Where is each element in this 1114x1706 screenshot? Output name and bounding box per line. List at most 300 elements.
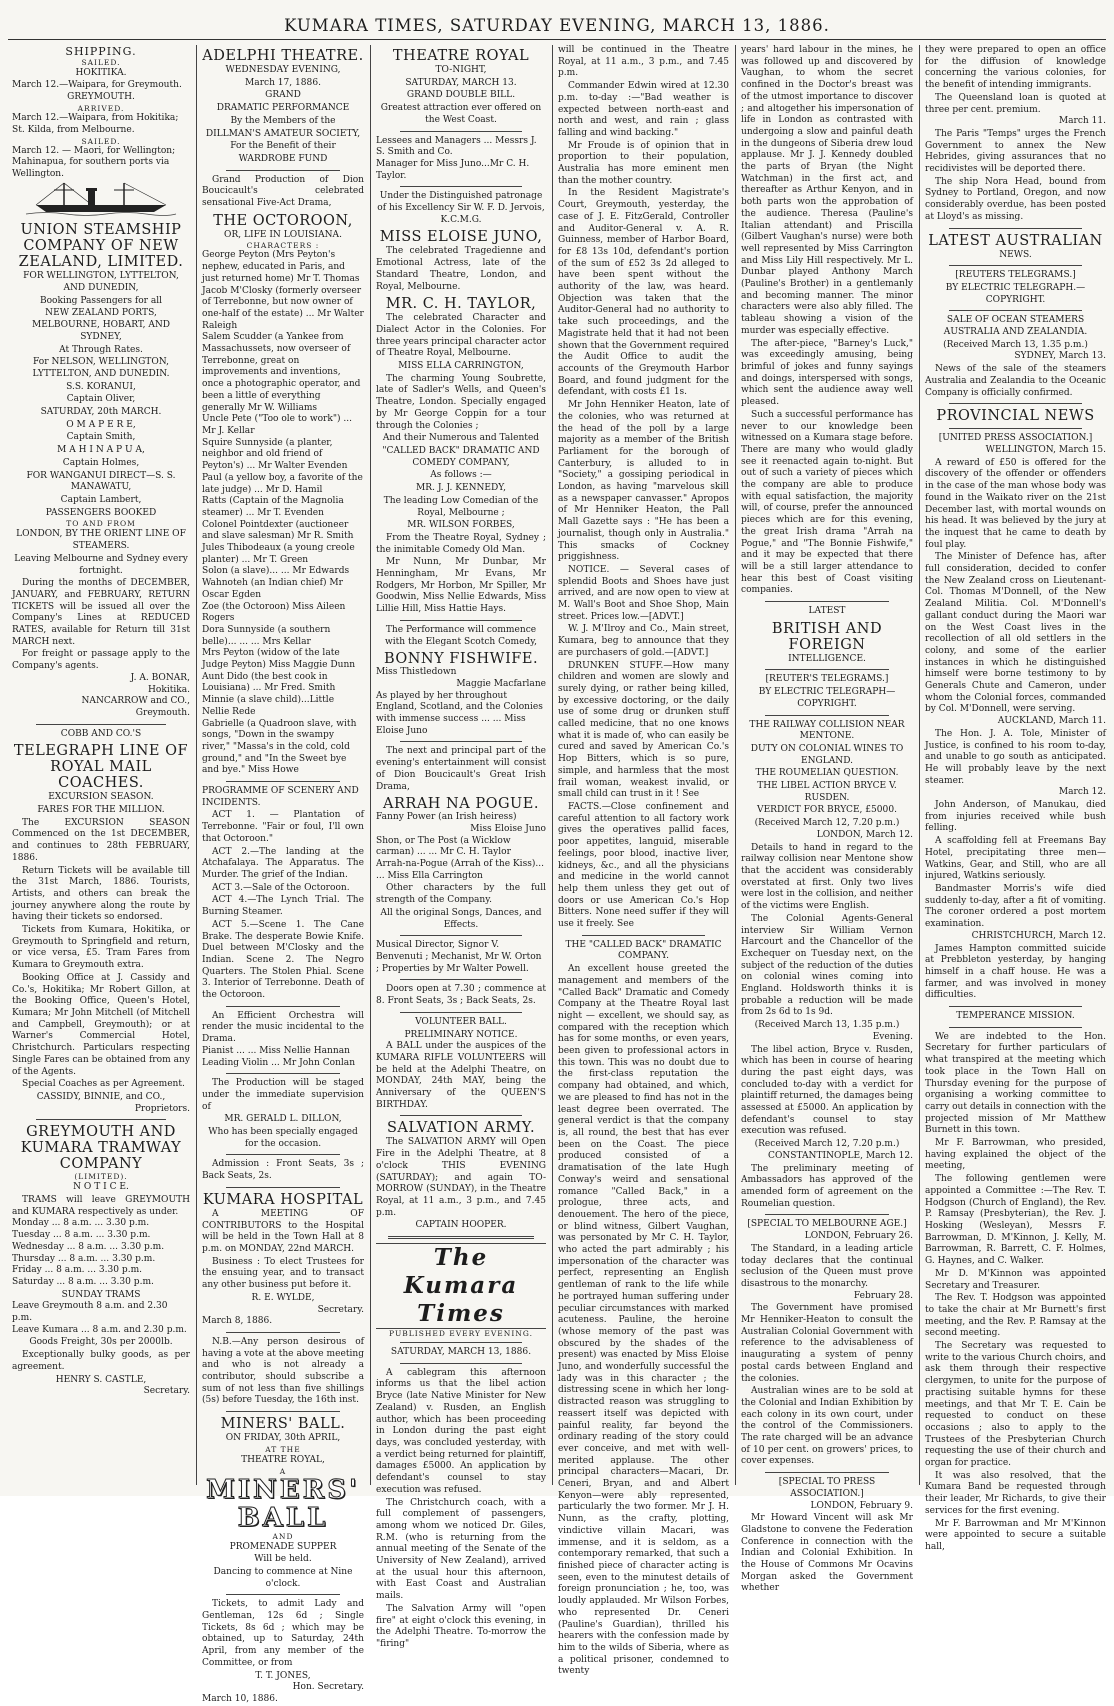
headline: LATEST AUSTRALIAN — [928, 232, 1103, 249]
centered-line: MR. GERALD L. DILLON, — [224, 1114, 342, 1125]
divider — [400, 1115, 522, 1116]
timetable-row: Tuesday ... 8 a.m. ... 3.30 p.m. — [12, 1230, 151, 1241]
text-line: Minnie (a slave child)...Little Nellie Rede — [202, 695, 335, 717]
paragraph: Business : To elect Trustees for the ensuing year, and to transact any other business put before it. — [202, 1256, 364, 1291]
paragraph: The ship Nora Head, bound from Sydney to Portland, Oregon, and now considerably overdue, has been posted at Lloyd's as missing. — [925, 176, 1106, 222]
centered-line: WEDNESDAY EVENING, — [225, 65, 341, 75]
divider — [949, 265, 1082, 266]
small-caps-label: A — [279, 1466, 287, 1476]
paragraph: Mr F. Barrowman and Mr M'Kinnon were appointed to secure a suitable hall, — [925, 1518, 1106, 1552]
small-caps-label: TO AND FROM — [66, 519, 136, 529]
text-line: Shon, or The Post (a Wicklow carman) ... ... Mr C. H. Taylor — [376, 835, 511, 858]
paragraph: Tickets from Kumara, Hokitika, or Greymouth to Springfield and return, or vice versa, £5. Tram Fares from Kumara to Greymouth extra. — [12, 925, 190, 971]
centered-line: CAPTAIN HOOPER. — [415, 1220, 507, 1231]
paragraph: Such a successful performance has never to our knowledge been witnessed on a Kumara stage before. There are many who would gladly see it reenacted again to-night. But out of such a variety of pieces which the company are able to produce with equal satisfaction, the majority will, of course, prefer the announced pieces which are for this evening, the great Irish drama "Arrah na Pogue," and "The Bonnie Fishwife," and it may be expected that there will be a still larger attendance to hear this best of Coast visiting companies. — [741, 409, 913, 596]
column-1 — [12, 45, 190, 1487]
centered-line: VOLUNTEER BALL. — [415, 1016, 507, 1027]
column-rule — [370, 45, 371, 1485]
paragraph: ACT 3.—Sale of the Octoroon. — [212, 882, 350, 893]
signature-line: March 11. — [1058, 116, 1106, 127]
signature-line: NANCARROW and CO., — [81, 696, 190, 707]
divider — [765, 1214, 889, 1215]
text-line: Arrah-na-Pogue (Arrah of the Kiss)... ... Miss Ella Carrington — [376, 859, 545, 881]
timetable-row: Friday ... 8 a.m. ... 3.30 p.m. — [12, 1265, 143, 1276]
text-line: Paul (a yellow boy, a favorite of the late judge) ... Mr D. Hamil — [202, 472, 363, 495]
centered-line: Captain Holmes, — [62, 457, 140, 468]
centered-line: THE RAILWAY COLLISION NEAR MENTONE. — [749, 719, 905, 742]
divider — [765, 601, 889, 602]
signature-line: AUCKLAND, March 11. — [997, 716, 1106, 727]
paragraph: The SALVATION ARMY will Open Fire in the Adelphi Theatre, at 8 o'clock THIS EVENING (SATURDAY); and again TO-MORROW (SUNDAY), in the Theatre Royal, at 11 a.m., 3 p.m., and 7.45 p.m. — [376, 1137, 546, 1218]
text-line: Zoe (the Octoroon) Miss Aileen Rogers — [202, 601, 346, 624]
divider — [400, 1363, 522, 1364]
centered-line: "CALLED BACK" DRAMATIC AND COMEDY COMPANY, — [382, 445, 540, 468]
centered-line: SALE OF OCEAN STEAMERS AUSTRALIA AND ZEALANDIA. — [943, 315, 1088, 338]
centered-line: FOR WELLINGTON, LYTTELTON, AND DUNEDIN, — [23, 271, 179, 294]
paragraph: DRUNKEN STUFF.—How many children and women are slowly and surely dying, or rather being killed, by excessive doctoring, or the daily use of some drug or drunken stuff called medicine, that no one knows what it is made of, who can easily be cured and saved by American Co.'s Hop Bitters, which is so pure, simple, and harmless that the most frail woman, weakest invalid, or small child can trust in it ! See — [558, 660, 729, 800]
centered-line: Dancing to commence at Nine o'clock. — [213, 1566, 353, 1589]
divider — [949, 1006, 1082, 1007]
paragraph: The Secretary was requested to write to the various Church choirs, and ask them through their respective clergymen, to unite for the purpose of practising suitable hymns for these meetings, and that Mr T. E. Cain be requested to conduct on these occasions ; also to apply to the Trustees of the Presbyterian Church requesting the use of their church and organ for practice. — [925, 1341, 1106, 1469]
divider — [765, 1472, 889, 1473]
small-caps-label: AT THE — [265, 1444, 301, 1454]
centered-line: NEWS. — [999, 249, 1032, 260]
centered-line: [UNITED PRESS ASSOCIATION.] — [938, 433, 1093, 444]
centered-line: THE LIBEL ACTION BRYCE V. RUSDEN. — [757, 781, 897, 803]
centered-line: PROMENADE SUPPER — [229, 1541, 337, 1552]
paragraph: Mr John Henniker Heaton, late of the colonies, who was returned at the head of the poll by a large majority as a member of the British Parliament for the borough of Canterbury, is alluded to in "Society," a gossiping periodical in London, as having "marvelous skill as a newspaper canvasser." Apropos of Mr Henniker Heaton, the Pall Mall Gazette says : "He has been a journalist, though only in Australia." This smacks of Cockney priggishness. — [558, 400, 729, 563]
paragraph: John Anderson, of Manukau, died from injuries received while bush felling. — [925, 800, 1106, 834]
centered-line: THEATRE ROYAL, — [241, 1454, 325, 1465]
text-line: Squire Sunnyside (a planter, neighbor and old friend of Peyton's) ... Mr Walter Evenden — [202, 437, 348, 472]
paragraph: The libel action, Bryce v. Rusden, which has been in course of hearing during the past eight days, was concluded to-day with a verdict for plaintiff returned, the damages being assessed at £5000. An application by defendant's counsel to stay execution was refused. — [741, 1044, 913, 1137]
centered-line: By the Members of the — [230, 115, 336, 126]
text-line: Colonel Pointdexter (auctioneer and slave salesman) Mr R. Smith — [202, 519, 354, 542]
divider — [400, 935, 522, 936]
headline: BRITISH AND FOREIGN — [771, 620, 883, 653]
small-caps-label: (LIMITED). — [74, 1172, 128, 1182]
centered-line: M A H I N A P U A, — [57, 445, 145, 456]
divider — [400, 131, 522, 132]
centered-line: TEMPERANCE MISSION. — [956, 1011, 1075, 1022]
headline: TELEGRAPH LINE OF ROYAL MAIL COACHES. — [13, 743, 189, 792]
text-line: Ratts (Captain of the Magnolia steamer) ... Mr T. Evenden — [202, 496, 344, 518]
centered-line: The Performance will commence with the Elegant Scotch Comedy, — [384, 624, 538, 647]
signature-line: J. A. BONAR, — [130, 672, 190, 683]
centered-line: LONDON, BY THE ORIENT LINE OF STEAMERS. — [16, 529, 186, 552]
divider — [226, 1411, 340, 1412]
paragraph: TRAMS will leave GREYMOUTH and KUMARA respectively as under. — [12, 1195, 190, 1217]
centered-line: As follows :— — [430, 470, 492, 481]
text-line: March 8, 1886. — [202, 1316, 273, 1327]
paragraph: NOTICE. — Several cases of splendid Boots and Shoes have just arrived, and are now open to view at M. Wall's Boot and Shoe Shop, Main street. Prices low.—[ADVT.] — [558, 564, 729, 622]
paragraph: During the months of DECEMBER, JANUARY, and FEBRUARY, RETURN TICKETS will be issued all over the Company's Lines at REDUCED RATES, available for Return till 31st MARCH next. — [12, 578, 190, 647]
paragraph: The after-piece, "Barney's Luck," was exceedingly amusing, being brimful of jokes and funny sayings and doings, interspersed with songs, which sent the audience away well pleased. — [741, 338, 913, 408]
centered-line: OR, LIFE IN LOUISIANA. — [224, 229, 342, 240]
signature-line: March 12. — [1058, 787, 1106, 798]
timetable-row: Monday ... 8 a.m. ... 3.30 p.m. — [12, 1218, 150, 1229]
signature-line: Secretary. — [143, 1386, 190, 1397]
divider — [226, 1332, 340, 1333]
text-line: Jules Thibodeaux (a young creole planter) ... Mr T. Green — [202, 543, 355, 565]
centered-line: (Received March 13, 1.35 p.m.) — [943, 339, 1088, 350]
headline: GREYMOUTH AND KUMARA TRAMWAY COMPANY — [20, 1124, 182, 1173]
masthead-rule — [8, 39, 1106, 40]
continued-paragraph: years' hard labour in the mines, he was followed up and discovered by Vaughan, to whom the secret confined in the Doctor's breast was of the utmost importance to discover ; and altogether his impersonation of life in London as contrasted with undergoing a slow and painful death in the dungeons of Siberia drew loud applause. Mr J. J. Kennedy doubled the parts of Bryan (the Night Watchman) in the first act, and thereafter as Arthur Kenyon, and in both parts won the approbation of the audience. Theresa (Pauline's Italian attendant) and Priscilla (Gilbert Vaughan's nurse) were both well represented by Miss Carrington and Miss Lily Hill respectively. Mr L. Dunbar played Anthony March (Pauline's Brother) in a gentlemanly and becoming manner. The minor characters were also ably filled. The tableau showing a vision of the murder was especially effective. — [741, 45, 913, 336]
text-line: Leave Greymouth 8 a.m. and 2.30 p.m. — [12, 1301, 168, 1324]
steamship-icon — [12, 181, 190, 220]
paragraph: The Production will be staged under the immediate supervision of — [202, 1078, 364, 1112]
text-line: Wahnoteh (an Indian chief) Mr Oscar Egden — [202, 578, 343, 600]
centered-line: O M A P E R E, — [66, 419, 136, 430]
signature-line: Evening. — [872, 1031, 913, 1042]
paragraph: The Hon. J. A. Tole, Minister of Justice, is confined to his room to-day, and unable to go south as anticipated. He will probably leave by the next steamer. — [925, 728, 1106, 786]
notice-paragraph: A BALL under the auspices of the KUMARA RIFLE VOLUNTEERS will be held at the Adelphi Theatre, on MONDAY, 24th MAY, being the Anniversary of the QUEEN'S BIRTHDAY. — [376, 1041, 546, 1110]
centered-line: SATURDAY, 20th MARCH. — [40, 407, 162, 418]
section-heading: SHIPPING. — [65, 45, 137, 58]
divider — [226, 1187, 340, 1188]
divider — [226, 1006, 340, 1007]
column-rule — [552, 45, 553, 1485]
small-caps-label: CHARACTERS : — [246, 241, 320, 251]
timetable-row: Saturday ... 8 a.m. ... 3.30 p.m. — [12, 1276, 154, 1287]
text-line: Manager for Miss Juno...Mr C. H. Taylor. — [376, 158, 530, 181]
signature-line: Greymouth. — [135, 707, 190, 718]
divider — [765, 715, 889, 716]
divider — [949, 310, 1082, 311]
paragraph: The Government have promised Mr Henniker-Heaton to consult the Australian Colonial Government with reference to the advisableness of inaugurating a system of penny postal cards between England and the colonies. — [741, 1303, 913, 1384]
paragraph: From the Theatre Royal, Sydney ; the inimitable Comedy Old Man. — [376, 532, 546, 555]
paragraph: Bandmaster Morris's wife died suddenly to-day, after a fit of vomiting. The coroner ordered a post mortem examination. — [925, 884, 1106, 930]
centered-line: Who has been specially engaged for the occasion. — [208, 1127, 358, 1149]
paragraph: ACT 5.—Scene 1. The Cane Brake. The desperate Bowie Knife. Duel between M'Closky and the Indian. Scene 2. The Negro Quarters. The Stolen Phial. Scene 3. Interior of Terrebonne. Death of the Octoroon. — [202, 919, 364, 1001]
centered-line: Captain Oliver, — [66, 394, 136, 405]
continued-paragraph: will be continued in the Theatre Royal, at 11 a.m., 3 p.m., and 7.45 p.m. — [558, 45, 729, 79]
paragraph: A MEETING OF CONTRIBUTORS to the Hospital will be held in the Town Hall at 8 p.m. on MONDAY, 22nd MARCH. — [202, 1208, 364, 1254]
small-caps-label: PUBLISHED EVERY EVENING. — [389, 1329, 533, 1339]
centered-line: DRAMATIC PERFORMANCE — [216, 103, 350, 114]
centered-line: PASSENGERS BOOKED — [45, 507, 157, 518]
divider — [400, 979, 522, 980]
paragraph: News of the sale of the steamers Australia and Zealandia to the Oceanic Company is officially confirmed. — [925, 364, 1106, 398]
headline: MISS ELOISE JUNO, — [379, 229, 543, 246]
divider — [388, 1236, 534, 1239]
centered-line: Captain Lambert, — [60, 494, 142, 505]
paragraph: The EXCURSION SEASON Commenced on the 1st DECEMBER, and continues to 28th FEBRUARY, 1886. — [12, 817, 190, 863]
centered-line: GRAND DOUBLE BILL. — [406, 90, 516, 101]
paragraph: Other characters by the full strength of the Company. — [376, 883, 546, 906]
text-line: Dora Sunnyside (a southern belle)... ... ... Mrs Kellar — [202, 624, 331, 647]
paragraph: The celebrated Character and Dialect Actor in the Colonies. For three years principal character actor of Theatre Royal, Melbourne. — [376, 313, 546, 359]
headline: ADELPHI THEATRE. — [202, 48, 364, 64]
text-line: George Peyton (Mrs Peyton's nephew, educated in Paris, and just returned home) Mr T. Thomas — [202, 250, 360, 284]
paragraph: The Rev. T. Hodgson was appointed to take the chair at Mr Burnett's first meeting, and the Rev. P. Ramsay at the second meeting. — [925, 1293, 1106, 1339]
column-2 — [202, 45, 364, 1704]
paragraph: Grand Production of Dion Boucicault's celebrated sensational Five-Act Drama, — [202, 174, 364, 209]
text-line: Lessees and Managers ... Messrs J. S. Smith and Co. — [376, 135, 537, 158]
centered-line: HENRY S. CASTLE, — [55, 1374, 147, 1385]
paragraph: Mr Froude is of opinion that in proportion to their population, Australia has more eminent men than the mother country. — [558, 140, 729, 186]
paragraph: Exceptionally bulky goods, as per agreement. — [12, 1350, 190, 1372]
centered-line: GRAND — [265, 90, 301, 101]
text-line: Aunt Dido (the best cook in Louisiana) ... Mr Fred. Smith — [202, 671, 336, 694]
centered-line: MR. WILSON FORBES, — [407, 520, 515, 531]
paragraph: The next and principal part of the evening's entertainment will consist of Dion Boucicault's Great Irish Drama, — [376, 746, 546, 792]
column-3 — [376, 45, 546, 1649]
headline: MINERS' BALL. — [220, 1416, 346, 1433]
centered-line: Leaving Melbourne and Sydney every fortnight. — [14, 553, 188, 576]
centered-line: Greatest attraction ever offered on the West Coast. — [380, 103, 542, 125]
text-line: Miss Thistledown — [376, 667, 457, 678]
headline: THE OCTOROON, — [213, 212, 353, 229]
signature-line: CHRISTCHURCH, March 12. — [971, 930, 1106, 941]
signature-line: Hokitika. — [148, 684, 190, 695]
paragraph: The celebrated Tragedienne and Emotional Actress, late of the Standard Theatre, London, and Royal, Melbourne. — [376, 246, 546, 292]
centered-line: R. E. WYLDE, — [251, 1292, 315, 1303]
centered-line: For NELSON, WELLINGTON, LYTTELTON, AND DUNEDIN. — [32, 357, 170, 379]
centered-line: BY ELECTRIC TELEGRAPH.—COPYRIGHT. — [945, 282, 1086, 305]
centered-line: Will be held. — [254, 1554, 312, 1565]
paragraph: Details to hand in regard to the railway collision near Mentone show that the accident was considerably overstated at first. Only two lives were lost in the collision, and neither of the victims were English. — [741, 842, 913, 912]
centered-line: WARDROBE FUND — [238, 153, 328, 164]
signature-line: WELLINGTON, March 15. — [985, 444, 1106, 455]
divider — [949, 403, 1082, 404]
divider — [765, 669, 889, 670]
centered-line: Under the Distinguished patronage of his Excellency Sir W. F. D. Jervois, K.C.M.G. — [377, 191, 545, 225]
paragraph: In the Resident Magistrate's Court, Greymouth, yesterday, the case of J. E. FitzGerald, Controller and Auditor-General v. A. R. Guinness, member of Harbor Board, for £8 13s 10d, defendant's portion of the sum of £52 3s 2d alleged to have been spent without the authority of the law, was heard. Objection was taken that the Auditor-General had no authority to take such proceedings, and the Magistrate held that it had not been shown that the Government required the Audit Office to audit the accounts of the Greymouth Harbor Board, and found judgment for the defendant, with costs £1 1s. — [558, 188, 729, 398]
text-line: Musical Director, Signor V. Benvenuti ; Mechanist, Mr W. Orton ; Properties by Mr Walter Powell. — [376, 940, 542, 974]
column-rule — [735, 45, 736, 1485]
divider — [226, 1594, 340, 1595]
paragraph: The preliminary meeting of Ambassadors has approved of the amended form of agreement on the Roumelian question. — [741, 1163, 913, 1209]
centered-line: Captain Smith, — [66, 432, 136, 443]
masthead: KUMARA TIMES, SATURDAY EVENING, MARCH 13, 1886. — [284, 16, 830, 35]
text-line: Mrs Peyton (widow of the late Judge Peyton) Miss Maggie Dunn — [202, 648, 356, 671]
paragraph: The Salvation Army will "open fire" at eight o'clock this evening, in the Adelphi Theatre. To-morrow the "firing" — [376, 1603, 546, 1649]
text-line: March 12.—Waipara, for Greymouth. — [12, 79, 182, 90]
column-rule — [919, 45, 920, 1485]
centered-line: At Through Rates. — [59, 344, 143, 355]
headline: THEATRE ROYAL — [392, 48, 530, 64]
paragraph: James Hampton committed suicide at Prebbleton yesterday, by hanging himself in a chaff house. He was a farmer, and was involved in money difficulties. — [925, 943, 1106, 1001]
headline: BONNY FISHWIFE. — [383, 651, 539, 668]
small-caps-label: SAILED. — [81, 136, 121, 146]
signature-line: LONDON, February 9. — [810, 1500, 913, 1511]
paragraph: For freight or passage apply to the Company's agents. — [12, 649, 190, 672]
divider — [400, 186, 522, 187]
signature-line: Miss Eloise Juno — [470, 823, 546, 834]
text-line: Gabrielle (a Quadroon slave, with songs, "Down in the swampy river," "Massa's in the cold, cold ground," and "In the Sweet bye and bye." Miss Howe — [202, 718, 357, 776]
centered-line: (Received March 13, 1.35 p.m.) — [754, 1020, 900, 1031]
centered-line: MR. J. J. KENNEDY, — [416, 483, 506, 494]
signature-line: SYDNEY, March 13. — [1014, 351, 1106, 362]
headline: ARRAH NA POGUE. — [383, 796, 539, 813]
centered-line: SUNDAY TRAMS — [61, 1289, 141, 1300]
paragraph: ACT 2.—The landing at the Atchafalaya. The Apparatus. The Murder. The grief of the Indian. — [202, 846, 364, 880]
centered-line: The leading Low Comedian of the Royal, Melbourne ; — [383, 495, 539, 518]
display-title: MINERS' BALL — [206, 1474, 360, 1533]
centered-line: TO-NIGHT, — [435, 65, 487, 75]
centered-line: GREYMOUTH. — [67, 92, 135, 103]
centered-line: And their Numerous and Talented — [382, 433, 540, 444]
paragraph: Mr D. M'Kinnon was appointed Secretary and Treasurer. — [925, 1268, 1106, 1291]
column-rule — [196, 45, 197, 1485]
centered-line: T. T. JONES, — [255, 1670, 311, 1681]
signature-line: LONDON, March 12. — [816, 829, 913, 840]
paragraph: Special Coaches as per Agreement. — [22, 1079, 185, 1090]
column-5 — [741, 45, 913, 1594]
divider — [400, 620, 522, 621]
centered-line: For the Benefit of their — [230, 141, 336, 152]
paragraph: A reward of £50 is offered for the discovery of the offender or offenders in the case of the man whose body was found in the Waikato river on the 21st December last, with mortal wounds on his head. It was believed by the jury at the inquest that he came to death by foul play. — [925, 457, 1106, 550]
paragraph: We are indebted to the Hon. Secretary for further particulars of what transpired at the meeting which took place in the Town Hall on Thursday evening for the purpose of organising a working committee to carry out details in connection with the projected mission of Mr Matthew Burnett in this town. — [925, 1031, 1107, 1136]
divider — [400, 741, 522, 742]
paragraph: A scaffolding fell at Freemans Bay Hotel, precipitating three men—Watkins, Gear, and Still, who are all injured, Watkins seriously. — [925, 836, 1106, 882]
text-line: Solon (a slave)... ... Mr Edwards — [202, 566, 350, 577]
continued-paragraph: they were prepared to open an office for the diffusion of knowledge concerning the various colonies, for the benefit of intending immigrants. — [925, 45, 1106, 91]
centered-line: EXCURSION SEASON. — [48, 792, 154, 803]
text-line: Salem Scudder (a Yankee from Massachussets, now overseer of Terrebonne, great on improvements and inventions, once a photographic operator, and been a little of everything generally Mr W. Williams — [202, 332, 361, 413]
paragraph: The Paris "Temps" urges the French Government to annex the New Hebrides, giving assurances that no recidivistes will be deported there. — [925, 128, 1106, 175]
paragraph: Commander Edwin wired at 12.30 p.m. to-day :—"Bad weather is expected between north-east and north and west, and rain ; glass falling and wind backing." — [558, 81, 729, 138]
divider — [400, 1012, 522, 1013]
timetable-row: Thursday ... 8 a.m. ... 3.30 p.m. — [12, 1253, 156, 1264]
headline: SALVATION ARMY. — [386, 1120, 536, 1137]
centered-line: HOKITIKA. — [75, 68, 127, 78]
text-line: Leading Violin ... Mr John Conlan — [202, 1057, 356, 1068]
paragraph: FACTS.—Close confinement and careful attention to all factory work gives the operatives pallid faces, poor appetites, languid, miserable feelings, poor blood, inactive liver, kidneys, &c., and all the physicians and medicine in the world cannot help them unless they get out of doors or use American Co.'s Hop Bitters. None need suffer if they will use it freely. See — [558, 802, 729, 930]
signature-line: Maggie Macfarlane — [456, 678, 546, 689]
signature-line: February 28. — [853, 1290, 913, 1301]
text-line: March 12. — Maori, for Wellington; Mahinapua, for southern ports via Wellington. — [12, 145, 176, 179]
divider — [226, 1154, 340, 1155]
paragraph: The Colonial Agents-General interview Sir William Vernon Harcourt and the Chancellor of the Exchequer on Tuesday next, on the subject of the reduction of the duties on colonial wines coming into England. Holdsworth thinks it is probable a reduction will be made from 2s 6d to 1s 9d. — [741, 913, 913, 1018]
small-caps-label: SAILED. — [81, 58, 121, 67]
paragraph: A cablegram this afternoon informs us that the libel action Bryce (late Native Minister for New Zealand) v. Rusden, an English author, which has been proceeding in London during the past eight days, was concluded yesterday, with a verdict being returned for plaintiff, damages £5000. An application by defendant's counsel to stay execution was refused. — [376, 1367, 546, 1495]
centered-line: DILLMAN'S AMATEUR SOCIETY, — [205, 128, 361, 139]
paragraph: N.B.—Any person desirous of having a vote at the above meeting and who is not already a contributor, should subscribe a sum of not less than five shillings (5s) before Tuesday, the 16th inst. — [202, 1336, 364, 1406]
small-caps-label: AND — [272, 1531, 294, 1541]
headline: MR. C. H. TAYLOR, — [385, 296, 537, 313]
text-line: As played by her throughout England, Scotland, and the Colonies with immense success ... ... Miss Eloise Juno — [376, 690, 543, 736]
centered-line: [REUTERS TELEGRAMS.] — [955, 270, 1076, 281]
divider — [36, 1119, 166, 1120]
centered-line: THE "CALLED BACK" DRAMATIC COMPANY. — [565, 939, 722, 962]
paragraph: W. J. M'Ilroy and Co., Main street, Kumara, beg to announce that they are purchasers of gold.—[ADVT.] — [558, 624, 729, 658]
paragraph: The following gentlemen were appointed a Committee :—The Rev. T. Hodgson (Church of England), the Rev. P. Ramsay (Presbyterian), the Rev. J. Hosking (Wesleyan), Messrs F. Barrowman, D. M'Kinnon, J. Kelly, M. Barrowman, R. Barrett, C. F. Holmes, G. Haynes, and C. Walker. — [925, 1174, 1106, 1267]
centered-line: SATURDAY, MARCH 13. — [405, 77, 517, 88]
headline: KUMARA HOSPITAL — [202, 1191, 364, 1208]
paragraph: Tickets, to admit Lady and Gentleman, 12s 6d ; Single Tickets, 8s 6d ; which may be obtained, up to Saturday, 24th April, from any member of the Committee, or from — [202, 1599, 364, 1668]
centered-line: All the original Songs, Dances, and Effects. — [380, 907, 542, 930]
text-line: March 10, 1886. — [202, 1693, 278, 1704]
divider — [949, 228, 1082, 229]
text-line: Uncle Pete ("Too ole to work") ... Mr J. Kellar — [202, 414, 353, 436]
text-line: Jacob M'Closky (formerly overseer of Terrebonne, but now owner of one-half of the estate) ... Mr Walter Raleigh — [202, 285, 364, 331]
divider — [226, 1073, 340, 1074]
divider — [949, 1027, 1082, 1028]
headline: UNION STEAMSHIP COMPANY OF NEW ZEALAND, LIMITED. — [18, 222, 184, 271]
divider — [226, 170, 340, 171]
paragraph: Return Tickets will be available till the 31st March, 1886. Tourists, Artists, and others can break the journey anywhere along the route by having their tickets so endorsed. — [12, 865, 190, 923]
text-line: Pianist ... ... Miss Nellie Hannan — [202, 1045, 350, 1056]
paragraph: Mr Howard Vincent will ask Mr Gladstone to convene the Federation Conference in connection with the Indian and Colonial Exhibition. In the House of Commons Mr Ocavins Morgan asked the Government whether — [741, 1513, 913, 1594]
centered-line: DUTY ON COLONIAL WINES TO ENGLAND. — [750, 743, 904, 766]
paragraph: It was also resolved, that the Kumara Band be requested through their leader, Mr Richards, to give their services for the first evening. — [925, 1470, 1106, 1516]
divider — [400, 1342, 522, 1343]
centered-line: COBB AND CO.'S — [60, 728, 142, 739]
signature-line: Secretary. — [317, 1304, 364, 1315]
column-6 — [925, 45, 1107, 1552]
text-line: March 12.—Waipara, from Hokitika; St. Kilda, from Melbourne. — [12, 113, 179, 135]
paragraph: Mr Nunn, Mr Dunbar, Mr Henningham, Mr Evans, Mr Rodgers, Mr Horbon, Mr Spiller, Mr Goodwin, Miss Nellie Edwards, Miss Lillie Hill, Miss Hattie Hays. — [376, 557, 546, 615]
centered-line: Booking Passengers for all — [39, 295, 163, 306]
paragraph: The Minister of Defence has, after full consideration, decided to confer the New Zealand cross on Lieutenant-Col. Thomas M'Donnell, of the New Zealand Militia. Col. M'Donnell's gallant conduct during the Maori war on the West Coast lives in the recollection of all old settlers in the colony, and some of the earlier instances in which he distinguished himself were borne testimony to by Generals Chute and Cameron, under whom the Colonial forces, commanded by Col. M'Donnell, were serving. — [925, 552, 1106, 715]
paragraph: The Christchurch coach, with a full complement of passengers, among whom we noticed Dr. Giles, R.M. (who is returning from the annual meeting of the Senate of the University of New Zealand), arrived at the usual hour this afternoon, with East Coast and Australian mails. — [376, 1497, 546, 1602]
centered-line: FARES FOR THE MILLION. — [37, 805, 165, 816]
text-line: Leave Kumara ... 8 a.m. and 2.30 p.m. — [12, 1324, 187, 1335]
signature-line: CONSTANTINOPLE, March 12. — [768, 1150, 913, 1161]
timetable-row: Wednesday ... 8 a.m. ... 3.30 p.m. — [12, 1241, 165, 1252]
divider — [582, 935, 705, 936]
paragraph: The charming Young Soubrette, late of Sadler's Wells, and Queen's Theatre, London. Specially engaged by Mr George Coppin for a tour through the Colonies ; — [376, 373, 546, 431]
divider — [949, 428, 1082, 429]
centered-line: NEW ZEALAND PORTS, MELBOURNE, HOBART, AND SYDNEY, — [31, 308, 171, 342]
centered-line: SATURDAY, MARCH 13, 1886. — [390, 1347, 532, 1358]
centered-line: LATEST — [808, 606, 846, 617]
paragraph: ACT 4.—The Lynch Trial. The Burning Steamer. — [202, 895, 364, 918]
signature-line: LONDON, February 26. — [804, 1231, 913, 1242]
paragraph: Mr F. Barrowman, who presided, having explained the object of the meeting, — [925, 1138, 1106, 1172]
centered-line: [SPECIAL TO MELBOURNE AGE.] — [747, 1219, 907, 1230]
paragraph: ACT 1. — Plantation of Terrebonne. "Fair or foul, I'll own that Octoroon." — [202, 810, 364, 844]
divider — [36, 724, 166, 725]
text-line: PROGRAMME OF SCENERY AND INCIDENTS. — [202, 786, 359, 808]
paragraph: An excellent house greeted the management and members of the "Called Back" Dramatic and Comedy Company at the Theatre Royal last night — excellent, we should say, as compared with the reception which has for some months, or even years, been given to professional actors in this town. This was no doubt due to the first-class reputation the company had obtained, and which, we are pleased to find has not in the least degree been overrated. The general verdict is that the company is, all round, the best that has ever been on the Coast. The piece produced consisted of a dramatisation of the late Hugh Conway's weird and sensational romance "Called Back," in a prologue, three acts, and denouement. The hero of the piece, or blind witness, Gilbert Vaughan, was personated by Mr C. H. Taylor, who acted the part admirably ; his impersonation of the character was perfect, representing an English gentleman of rank to the life while he portrayed human suffering under peculiar circumstances with marked acuteness. Pauline, the heroine (whose memory of the past was obscured by the shades of the present) was enacted by Miss Eloise Juno, and wonderfully successful the lady was in this character ; the distressing scene in which her long-distracted reason was struggling to reassert itself was depicted with painful reality, far beyond the ordinary reading of the story could ever conceive, and met with well-merited applause. The other principal characters—Macari, Dr. Ceneri, Bryan, and and Albert Kenyon—were ably represented, particularly the two former. Mr J. H. Nunn, as the crafty, plotting, vindictive villain Macari, was immense, and it is seldom, as a contemporary remarked, that such a finished piece of character acting is seen, even to the minutest details of foreign pronunciation ; he, too, was loudly applauded. Mr Wilson Forbes, who represented Dr. Ceneri (Pauline's Guardian), thrilled his hearers with the confession made by him to the wilds of Siberia, where as a political prisoner, condemned to twenty — [558, 964, 729, 1677]
centered-line: MISS ELLA CARRINGTON, — [398, 361, 524, 372]
paragraph: Doors open at 7.30 ; commence at 8. Front Seats, 3s ; Back Seats, 2s. — [376, 984, 546, 1007]
centered-line: VERDICT FOR BRYCE, £5000. — [757, 805, 897, 816]
centered-line: S.S. KORANUI, — [66, 381, 136, 392]
headline: PROVINCIAL NEWS — [936, 408, 1095, 425]
centered-line: Goods Freight, 30s per 2000lb. — [29, 1337, 173, 1348]
centered-line: March 17, 1886. — [245, 77, 321, 88]
centered-line: CASSIDY, BINNIE, and CO., — [36, 1091, 166, 1102]
signature-line: Proprietors. — [134, 1103, 190, 1114]
divider — [226, 781, 340, 782]
centered-line: THE ROUMELIAN QUESTION. — [755, 768, 899, 779]
centered-line: (Received March 12, 7.20 p.m.) — [754, 818, 900, 829]
paragraph: An Efficient Orchestra will render the music incidental to the Drama. — [202, 1010, 364, 1045]
newspaper-nameplate: The Kumara Times — [376, 1243, 546, 1329]
centered-line: [REUTER'S TELEGRAMS.] — [765, 674, 889, 685]
centered-line: N O T I C E. — [73, 1182, 129, 1193]
centered-line: ON FRIDAY, 30th APRIL, — [225, 1433, 341, 1444]
paragraph: Booking Office at J. Cassidy and Co.'s, Hokitika; Mr Robert Gillon, at the Booking Office, Queen's Hotel, Kumara; Mr John Mitchell (of Mitchell and Campbell, Greymouth); or at Warner's Commercial Hotel, Christchurch. Particulars respecting Single Fares can be obtained from any of the Agents. — [12, 972, 190, 1077]
signature-line: Hon. Secretary. — [292, 1682, 364, 1693]
centered-line: BY ELECTRIC TELEGRAPH—COPYRIGHT. — [758, 687, 896, 709]
paragraph: Australian wines are to be sold at the Colonial and Indian Exhibition by each colony in its own court, under the control of the Commissioners. The rate charged will be an advance of 10 per cent. on growers' prices, to cover expenses. — [741, 1386, 913, 1467]
column-4 — [558, 45, 729, 1677]
text-line: Fanny Power (an Irish heiress) — [376, 812, 517, 823]
small-caps-label: ARRIVED. — [77, 104, 125, 114]
centered-line: INTELLIGENCE. — [788, 653, 866, 664]
centered-line: PRELIMINARY NOTICE. — [404, 1029, 518, 1040]
centered-line: FOR WANGANUI DIRECT—S. S. MANAWATU, — [26, 470, 176, 493]
centered-line: [SPECIAL TO PRESS ASSOCIATION.] — [778, 1477, 876, 1499]
paragraph: The Standard, in a leading article today declares that the continual seclusion of the Queen must prove disastrous to the monarchy. — [741, 1243, 913, 1289]
centered-line: (Received March 12, 7.20 p.m.) — [754, 1139, 900, 1150]
